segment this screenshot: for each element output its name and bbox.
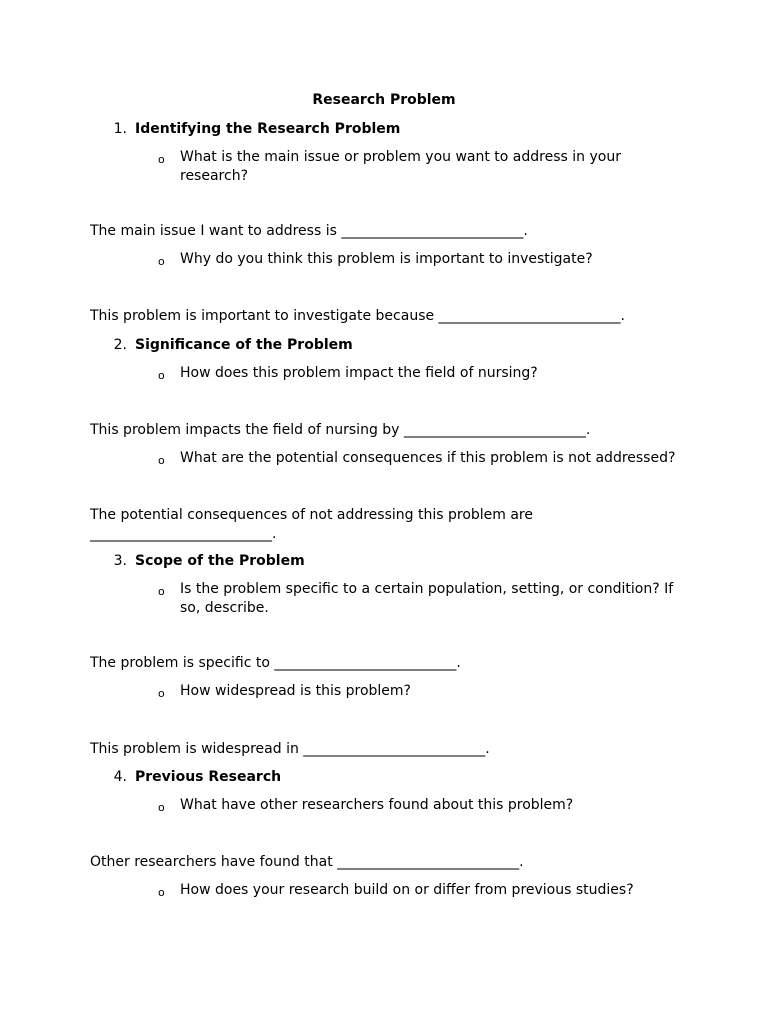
- answer-prompt: This problem is important to investigate because __________________________.: [90, 308, 626, 324]
- section-number: 3.: [113, 553, 127, 569]
- answer-prompt: The potential consequences of not addressing this problem are: [90, 507, 533, 523]
- question-text: How widespread is this problem?: [180, 683, 411, 699]
- document-title: Research Problem: [312, 92, 456, 108]
- answer-prompt: This problem is widespread in __________________________.: [90, 741, 490, 757]
- bullet-icon: o: [158, 886, 165, 899]
- bullet-icon: o: [158, 585, 165, 598]
- bullet-icon: o: [158, 801, 165, 814]
- section-number: 2.: [113, 337, 127, 353]
- bullet-icon: o: [158, 369, 165, 382]
- section-number: 4.: [113, 769, 127, 785]
- question-text: What is the main issue or problem you want to address in your research?: [180, 149, 621, 184]
- question-text: How does this problem impact the field of nursing?: [180, 365, 538, 381]
- bullet-icon: o: [158, 687, 165, 700]
- section-heading: Previous Research: [135, 769, 282, 785]
- question-text: Is the problem specific to a certain population, setting, or condition? If so, describe.: [180, 581, 674, 616]
- question-text: How does your research build on or differ from previous studies?: [180, 882, 634, 898]
- section-heading: Scope of the Problem: [135, 553, 305, 569]
- bullet-icon: o: [158, 454, 165, 467]
- answer-prompt: Other researchers have found that __________________________.: [90, 854, 524, 870]
- question-text: Why do you think this problem is important to investigate?: [180, 251, 593, 267]
- answer-prompt: The main issue I want to address is __________________________.: [90, 223, 528, 239]
- answer-prompt-continued: __________________________.: [90, 526, 277, 542]
- answer-prompt: The problem is specific to __________________________.: [90, 655, 461, 671]
- bullet-icon: o: [158, 255, 165, 268]
- question-text: What are the potential consequences if this problem is not addressed?: [180, 450, 676, 466]
- answer-prompt: This problem impacts the field of nursing by __________________________.: [90, 422, 591, 438]
- bullet-icon: o: [158, 153, 165, 166]
- section-number: 1.: [113, 121, 127, 137]
- section-heading: Significance of the Problem: [135, 337, 353, 353]
- question-text: What have other researchers found about this problem?: [180, 797, 574, 813]
- section-heading: Identifying the Research Problem: [135, 121, 401, 137]
